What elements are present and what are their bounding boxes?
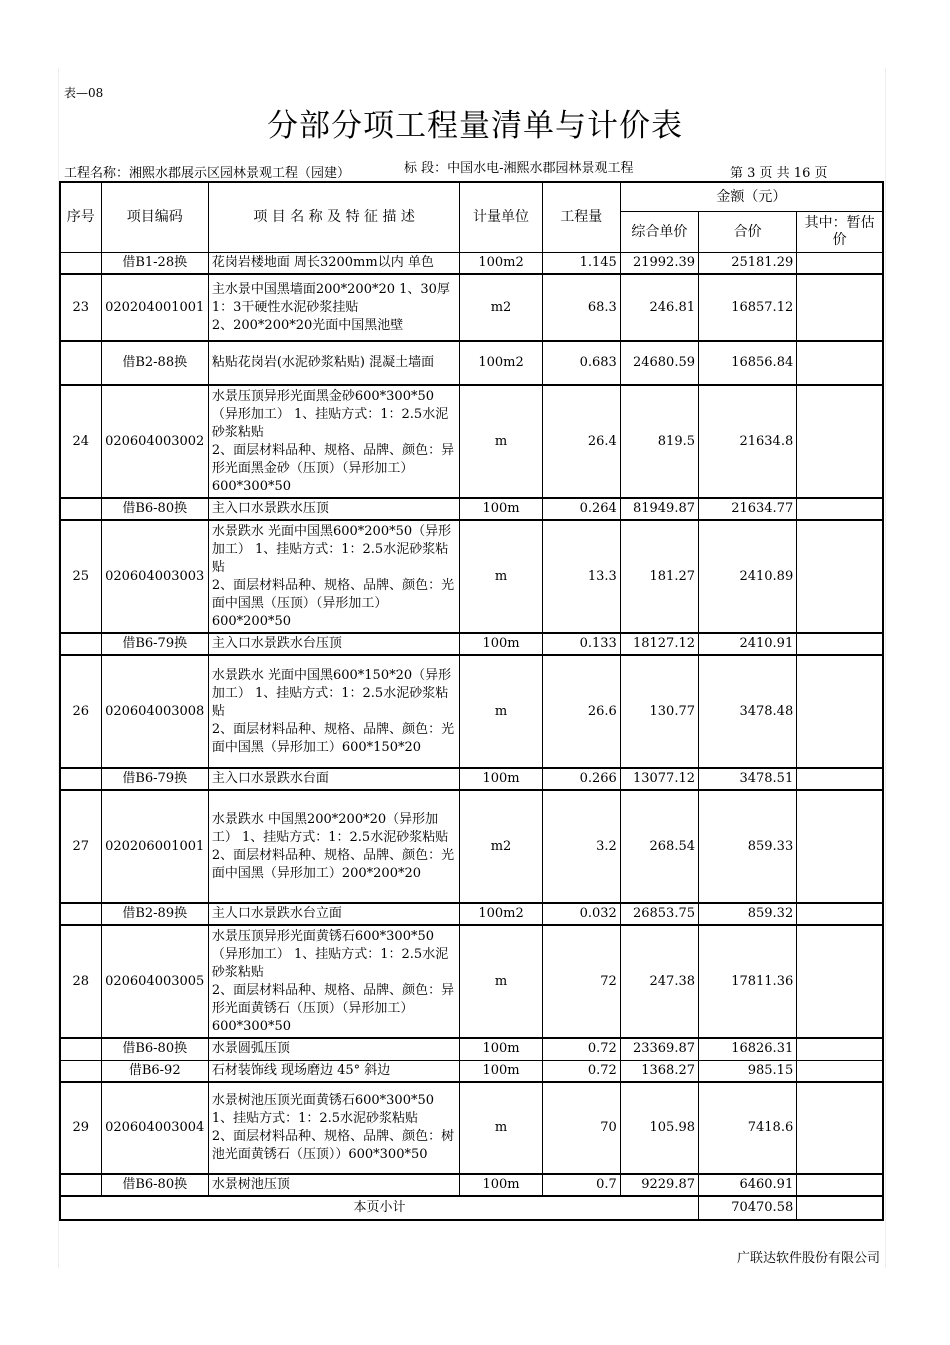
unit-cell: m [460, 385, 542, 498]
provisional-cell [797, 341, 883, 385]
code-cell: 020604003008 [101, 655, 208, 768]
desc-cell: 水景压顶异形光面黑金砂600*300*50（异形加工） 1、挂贴方式：1：2.5水泥砂浆粘贴 2、面层材料品种、规格、品牌、颜色：异形光面黑金砂（压顶）（异形加工）600*300*50 [208, 385, 460, 498]
provisional-cell [797, 768, 883, 790]
qty-cell: 13.3 [542, 520, 620, 633]
subtotal-provisional [797, 1196, 883, 1220]
code-cell: 020604003005 [101, 925, 208, 1038]
unit-cell: 100m2 [460, 252, 542, 274]
qty-cell: 0.032 [542, 903, 620, 925]
header-provisional: 其中：暂估价 [797, 211, 883, 252]
desc-cell: 水景树池压顶 [208, 1174, 460, 1196]
unit-cell: m2 [460, 790, 542, 903]
unit-cell: 100m2 [460, 341, 542, 385]
seq-cell [60, 768, 101, 790]
total-cell: 2410.91 [699, 633, 797, 655]
unit-cell: m [460, 655, 542, 768]
table-row-sub [60, 252, 883, 274]
code-cell: 借B6-80换 [101, 1038, 208, 1060]
qty-cell: 0.683 [542, 341, 620, 385]
provisional-cell [797, 790, 883, 903]
header-seq: 序号 [60, 182, 101, 252]
unit-price-cell: 23369.87 [620, 1038, 698, 1060]
unit-price-cell: 13077.12 [620, 768, 698, 790]
unit-price-cell: 247.38 [620, 925, 698, 1038]
provisional-cell [797, 274, 883, 341]
desc-cell: 水景树池压顶光面黄锈石600*300*50 1、挂贴方式：1：2.5水泥砂浆粘贴 2、面层材料品种、规格、品牌、颜色：树池光面黄锈石（压顶））600*300*50 [208, 1082, 460, 1174]
table-row-item [60, 274, 883, 341]
seq-cell: 29 [60, 1082, 101, 1174]
qty-cell: 0.264 [542, 498, 620, 520]
table-row-item [60, 1082, 883, 1174]
desc-cell: 水景跌水 光面中国黑600*200*50（异形加工） 1、挂贴方式：1：2.5水泥砂浆粘贴 2、面层材料品种、规格、品牌、颜色：光面中国黑（压顶）（异形加工）600*200*50 [208, 520, 460, 633]
table-row-sub [60, 1038, 883, 1060]
table-row-item [60, 520, 883, 633]
unit-cell: 100m [460, 1060, 542, 1082]
provisional-cell [797, 385, 883, 498]
qty-cell: 26.6 [542, 655, 620, 768]
desc-cell: 水景跌水 中国黑200*200*20（异形加工） 1、挂贴方式：1：2.5水泥砂浆粘贴 2、面层材料品种、规格、品牌、颜色：光面中国黑（异形加工）200*200*20 [208, 790, 460, 903]
unit-price-cell: 9229.87 [620, 1174, 698, 1196]
code-cell: 借B6-80换 [101, 1174, 208, 1196]
project-name: 工程名称：湘熙水郡展示区园林景观工程（园建） [64, 166, 351, 181]
bill-table [59, 181, 884, 1221]
seq-cell [60, 633, 101, 655]
code-cell: 借B6-80换 [101, 498, 208, 520]
total-cell: 2410.89 [699, 520, 797, 633]
header-total: 合价 [699, 211, 797, 252]
desc-cell: 主入口水景跌水压顶 [208, 498, 460, 520]
unit-price-cell: 130.77 [620, 655, 698, 768]
qty-cell: 70 [542, 1082, 620, 1174]
unit-cell: m [460, 925, 542, 1038]
provisional-cell [797, 252, 883, 274]
unit-price-cell: 1368.27 [620, 1060, 698, 1082]
total-cell: 859.33 [699, 790, 797, 903]
unit-cell: m2 [460, 274, 542, 341]
table-row-item [60, 655, 883, 768]
unit-cell: 100m [460, 633, 542, 655]
company-name: 广联达软件股份有限公司 [736, 1251, 880, 1266]
desc-cell: 主入口水景跌水台压顶 [208, 633, 460, 655]
page-title: 分部分项工程量清单与计价表 [267, 108, 683, 144]
unit-price-cell: 18127.12 [620, 633, 698, 655]
total-cell: 985.15 [699, 1060, 797, 1082]
desc-cell: 石材装饰线 现场磨边 45° 斜边 [208, 1060, 460, 1082]
table-body [60, 252, 883, 1196]
unit-cell: 100m [460, 1038, 542, 1060]
code-cell: 020604003002 [101, 385, 208, 498]
table-row-item [60, 385, 883, 498]
subtotal-label: 本页小计 [60, 1196, 699, 1220]
unit-price-cell: 21992.39 [620, 252, 698, 274]
qty-cell: 68.3 [542, 274, 620, 341]
seq-cell [60, 341, 101, 385]
qty-cell: 3.2 [542, 790, 620, 903]
code-cell: 020604003004 [101, 1082, 208, 1174]
unit-cell: 100m [460, 1174, 542, 1196]
table-row-sub [60, 341, 883, 385]
code-cell: 借B2-88换 [101, 341, 208, 385]
desc-cell: 粘贴花岗岩(水泥砂浆粘贴) 混凝土墙面 [208, 341, 460, 385]
provisional-cell [797, 1174, 883, 1196]
table-row-item [60, 925, 883, 1038]
code-cell: 借B6-92 [101, 1060, 208, 1082]
unit-cell: m [460, 520, 542, 633]
desc-cell: 水景圆弧压顶 [208, 1038, 460, 1060]
seq-cell: 27 [60, 790, 101, 903]
table-row-sub [60, 1060, 883, 1082]
header-name: 项 目 名 称 及 特 征 描 述 [208, 182, 460, 252]
seq-cell [60, 252, 101, 274]
unit-cell: 100m [460, 498, 542, 520]
unit-cell: 100m [460, 768, 542, 790]
table-row-sub [60, 903, 883, 925]
total-cell: 16856.84 [699, 341, 797, 385]
unit-price-cell: 268.54 [620, 790, 698, 903]
provisional-cell [797, 655, 883, 768]
unit-price-cell: 819.5 [620, 385, 698, 498]
qty-cell: 0.72 [542, 1038, 620, 1060]
code-cell: 借B6-79换 [101, 768, 208, 790]
desc-cell: 花岗岩楼地面 周长3200mm以内 单色 [208, 252, 460, 274]
desc-cell: 主入口水景跌水台面 [208, 768, 460, 790]
code-cell: 020206001001 [101, 790, 208, 903]
seq-cell: 26 [60, 655, 101, 768]
desc-cell: 水景跌水 光面中国黑600*150*20（异形加工） 1、挂贴方式：1：2.5水泥砂浆粘贴 2、面层材料品种、规格、品牌、颜色：光面中国黑（异形加工）600*150*20 [208, 655, 460, 768]
header-amount: 金额（元） [620, 182, 883, 211]
seq-cell: 24 [60, 385, 101, 498]
page-indicator: 第 3 页 共 16 页 [730, 166, 828, 181]
unit-price-cell: 105.98 [620, 1082, 698, 1174]
seq-cell [60, 903, 101, 925]
unit-cell: m [460, 1082, 542, 1174]
table-row-sub [60, 1174, 883, 1196]
seq-cell: 23 [60, 274, 101, 341]
provisional-cell [797, 498, 883, 520]
total-cell: 16857.12 [699, 274, 797, 341]
desc-cell: 主水景中国黑墙面200*200*20 1、30厚1：3干硬性水泥砂浆挂贴 2、200*200*20光面中国黑池壁 [208, 274, 460, 341]
provisional-cell [797, 925, 883, 1038]
total-cell: 7418.6 [699, 1082, 797, 1174]
qty-cell: 0.72 [542, 1060, 620, 1082]
unit-price-cell: 181.27 [620, 520, 698, 633]
qty-cell: 26.4 [542, 385, 620, 498]
provisional-cell [797, 1082, 883, 1174]
code-cell: 借B2-89换 [101, 903, 208, 925]
total-cell: 3478.51 [699, 768, 797, 790]
qty-cell: 0.266 [542, 768, 620, 790]
seq-cell: 28 [60, 925, 101, 1038]
header-qty: 工程量 [542, 182, 620, 252]
table-row-sub [60, 498, 883, 520]
header-unit: 计量单位 [460, 182, 542, 252]
table-row-sub [60, 768, 883, 790]
unit-price-cell: 26853.75 [620, 903, 698, 925]
qty-cell: 72 [542, 925, 620, 1038]
form-number: 表—08 [64, 86, 104, 100]
qty-cell: 0.133 [542, 633, 620, 655]
code-cell: 020204001001 [101, 274, 208, 341]
provisional-cell [797, 1060, 883, 1082]
total-cell: 21634.8 [699, 385, 797, 498]
table-row-item [60, 790, 883, 903]
provisional-cell [797, 520, 883, 633]
total-cell: 3478.48 [699, 655, 797, 768]
desc-cell: 主人口水景跌水台立面 [208, 903, 460, 925]
header-code: 项目编码 [101, 182, 208, 252]
total-cell: 6460.91 [699, 1174, 797, 1196]
total-cell: 25181.29 [699, 252, 797, 274]
seq-cell: 25 [60, 520, 101, 633]
section-name: 标 段：中国水电-湘熙水郡园林景观工程 [404, 161, 634, 176]
qty-cell: 1.145 [542, 252, 620, 274]
unit-cell: 100m2 [460, 903, 542, 925]
provisional-cell [797, 903, 883, 925]
seq-cell [60, 1174, 101, 1196]
seq-cell [60, 1060, 101, 1082]
unit-price-cell: 246.81 [620, 274, 698, 341]
seq-cell [60, 498, 101, 520]
unit-price-cell: 81949.87 [620, 498, 698, 520]
code-cell: 借B1-28换 [101, 252, 208, 274]
code-cell: 020604003003 [101, 520, 208, 633]
provisional-cell [797, 633, 883, 655]
seq-cell [60, 1038, 101, 1060]
total-cell: 16826.31 [699, 1038, 797, 1060]
qty-cell: 0.7 [542, 1174, 620, 1196]
unit-price-cell: 24680.59 [620, 341, 698, 385]
total-cell: 17811.36 [699, 925, 797, 1038]
total-cell: 21634.77 [699, 498, 797, 520]
subtotal-value: 70470.58 [699, 1196, 797, 1220]
table-row-sub [60, 633, 883, 655]
desc-cell: 水景压顶异形光面黄锈石600*300*50（异形加工） 1、挂贴方式：1：2.5水泥砂浆粘贴 2、面层材料品种、规格、品牌、颜色：异形光面黄锈石（压顶）（异形加工）600*300*50 [208, 925, 460, 1038]
provisional-cell [797, 1038, 883, 1060]
code-cell: 借B6-79换 [101, 633, 208, 655]
header-unit-price: 综合单价 [620, 211, 698, 252]
total-cell: 859.32 [699, 903, 797, 925]
